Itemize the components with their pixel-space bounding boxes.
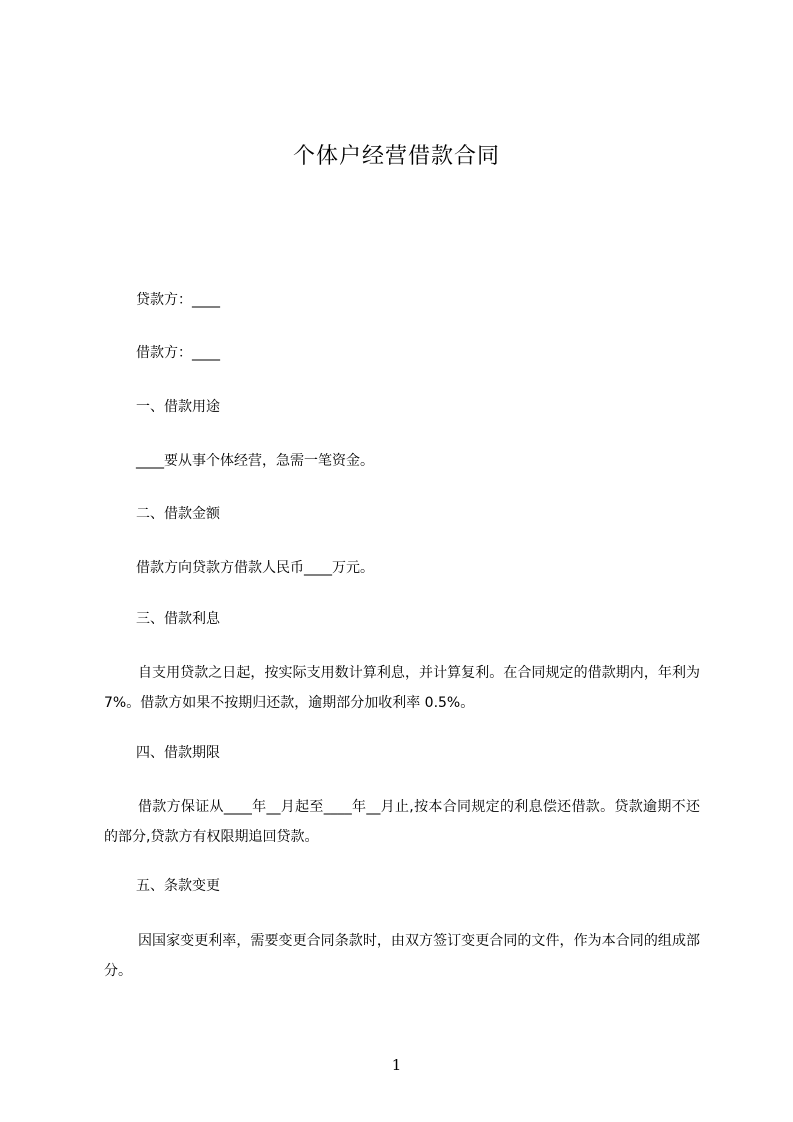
- section-body-amendment: 因国家变更利率，需要变更合同条款时，由双方签订变更合同的文件，作为本合同的组成部分。: [104, 933, 700, 979]
- section-body-interest: 自支用贷款之日起，按实际支用数计算利息，并计算复利。在合同规定的借款期内，年利为 7%。借款方如果不按期归还款，逾期部分加收利率 0.5%。: [104, 665, 700, 711]
- section-heading-amount: 二、借款金额: [136, 506, 220, 522]
- section-heading-interest: 三、借款利息: [136, 611, 220, 627]
- section-body-purpose: ____要从事个体经营，急需一笔资金。: [136, 453, 374, 469]
- section-heading-term: 四、借款期限: [136, 745, 220, 761]
- lender-line: 贷款方：____: [136, 292, 220, 308]
- document-title: 个体户经营借款合同: [292, 144, 500, 169]
- section-heading-purpose: 一、借款用途: [136, 399, 220, 415]
- section-body-amount: 借款方向贷款方借款人民币____万元。: [136, 560, 374, 576]
- section-heading-amendment: 五、条款变更: [136, 878, 220, 894]
- section-body-term: 借款方保证从____年__月起至____年__月止,按本合同规定的利息偿还借款。贷款逾期不还的部分,贷款方有权限期追回贷款。: [104, 799, 700, 845]
- page-number: 1: [391, 1056, 402, 1074]
- borrower-line: 借款方：____: [136, 345, 220, 361]
